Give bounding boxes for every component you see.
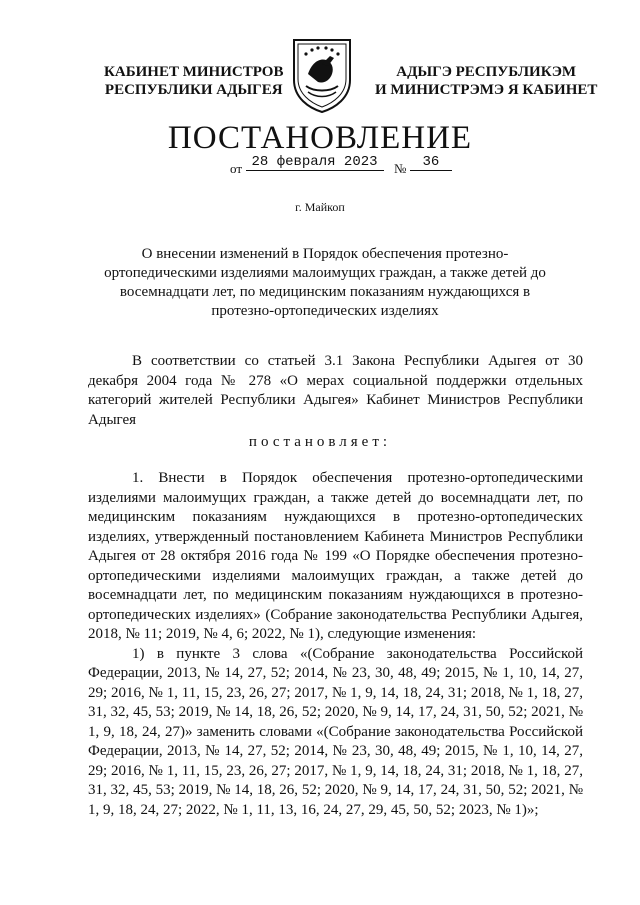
header-right-org	[375, 63, 597, 99]
header-left-org	[104, 63, 283, 99]
paragraph-1: 1. Внести в Порядок обеспечения протезно-ортопедическими изделиями малоимущих граждан, а также детей до восемнадцати лет, по медицинским показаниям нуждающихся в протезно-ортопедических изделиях, утвержденный постановлением Кабинета Министров Республики Адыгея от 28 октября 2016 года № 199 «О Порядке обеспечения протезно-ортопедическими изделиями малоимущих граждан, а также детей до восемнадцати лет, по медицинским показаниям нуждающихся в протезно-ортопедических изделиях» (Собрание законодательства Республики Адыгея, 2018, № 11; 2019, № 4, 6; 2022, № 1), следующие изменения:	[88, 470, 583, 642]
coat-of-arms-emblem	[290, 34, 354, 114]
header-left-line2: РЕСПУБЛИКИ АДЫГЕЯ	[104, 82, 283, 98]
decree-word: постановляет:	[248, 434, 392, 450]
header-right-line1: АДЫГЭ РЕСПУБЛИКЭМ	[396, 64, 577, 80]
date-value: 28 февраля 2023	[246, 154, 384, 171]
paragraph-2: 1) в пункте 3 слова «(Собрание законодательства Российской Федерации, 2013, № 14, 27, 52; 2014, № 23, 30, 48, 49; 2015, № 1, 10, 14, 27, 29; 2016, № 1, 11, 15, 23, 26, 27; 2017, № 1, 9, 14, 18, 24, 31; 2018, № 1, 18, 27, 31, 32, 45, 53; 2019, № 14, 18, 26, 52; 2020, № 9, 14, 17, 24, 31, 50, 52; 2021, № 1, 9, 18, 24, 27)» заменить словами «(Собрание законодательства Российской Федерации, 2013, № 14, 27, 52; 2014, № 23, 30, 48, 49; 2015, № 1, 10, 14, 27, 29; 2016, № 1, 11, 15, 23, 26, 27; 2017, № 1, 9, 14, 18, 24, 31; 2018, № 1, 18, 27, 31, 32, 45, 53; 2019, № 14, 18, 26, 52; 2020, № 9, 14, 17, 24, 31, 50, 52; 2021, № 1, 9, 18, 24, 27; 2022, № 1, 11, 13, 16, 24, 27, 29, 45, 50, 52; 2023, № 1)»;	[88, 645, 583, 818]
body-paragraphs	[88, 469, 583, 820]
document-title: ПОСТАНОВЛЕНИЕ	[167, 120, 473, 156]
number-value: 36	[410, 154, 452, 171]
document-subject: О внесении изменений в Порядок обеспечения протезно-ортопедическими изделиями малоимущих граждан, а также детей до восемнадцати лет, по медицинским показаниям нуждающихся в протезно-ортопедических изделиях	[104, 246, 546, 319]
date-number-line	[230, 154, 452, 179]
date-label: от	[230, 161, 243, 176]
preamble-paragraph: В соответствии со статьей 3.1 Закона Республики Адыгея от 30 декабря 2004 года № 278 «О мерах социальной поддержки отдельных категорий жителей Республики Адыгея» Кабинет Министров Республики Адыгея	[88, 353, 583, 428]
header-right-line2: И МИНИСТРЭМЭ Я КАБИНЕТ	[375, 82, 598, 98]
header-left-line1: КАБИНЕТ МИНИСТРОВ	[104, 64, 284, 80]
city-name: г. Майкоп	[295, 200, 345, 214]
number-label: №	[394, 161, 407, 176]
